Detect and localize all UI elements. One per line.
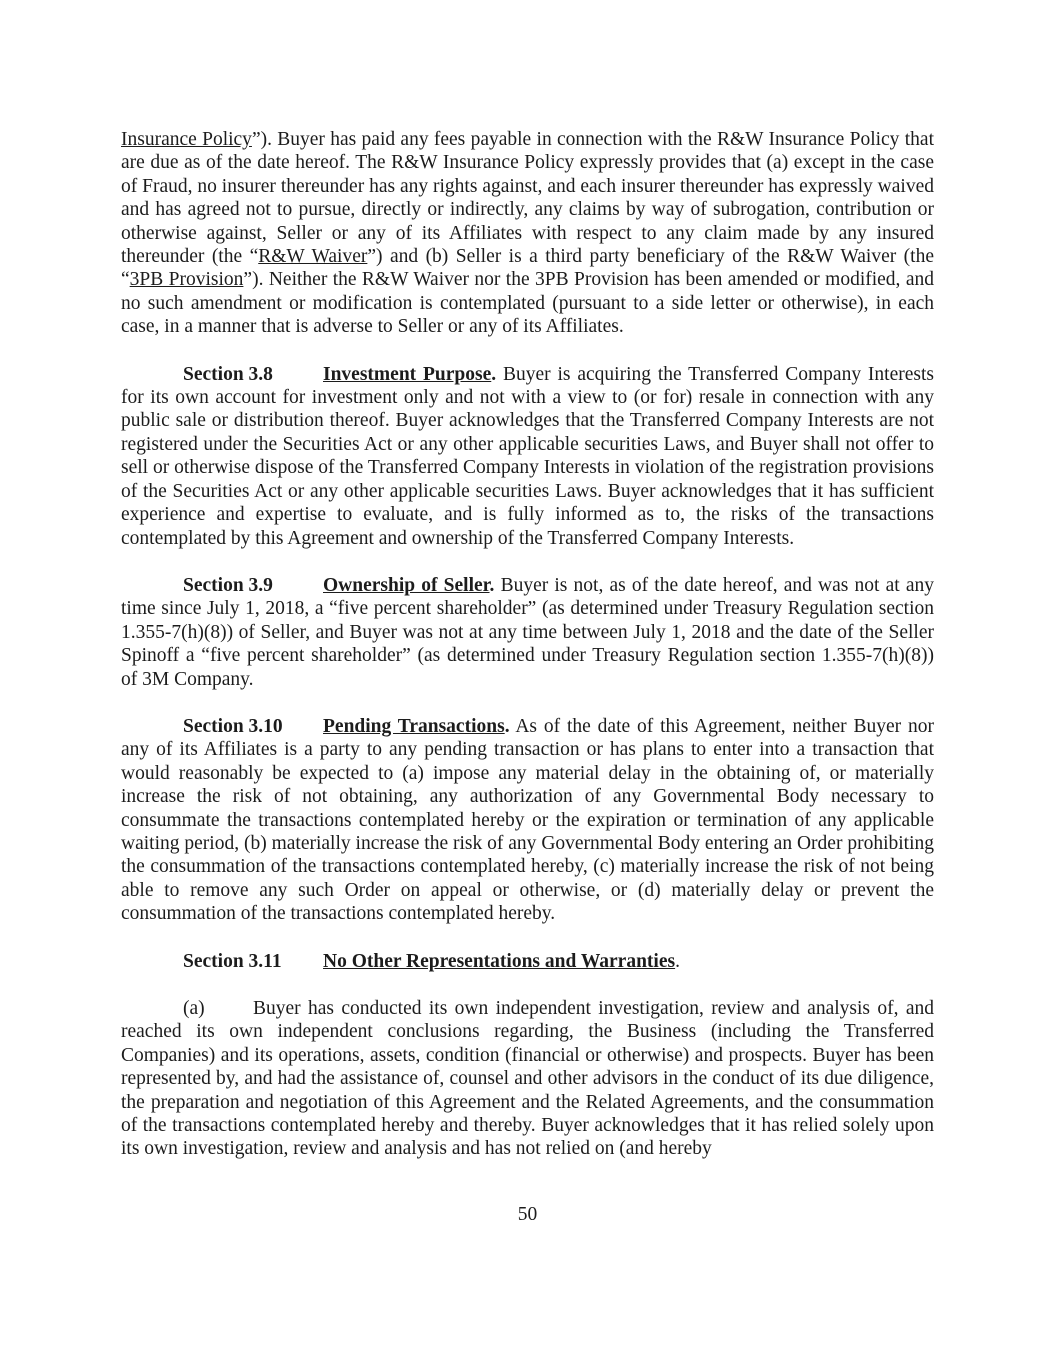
body-text: ”) and (b) Seller is a third party beneficiary of the R&W Waiver (the “ bbox=[121, 246, 934, 291]
section-title-period: . bbox=[489, 574, 495, 596]
section-number: Section 3.9 bbox=[183, 574, 273, 596]
body-text: ”). Buyer has paid any fees payable in connection with the R&W Insurance Policy that are due as of the date hereof. The R&W Insurance Policy expressly provides that (a) except in the case of Fraud, no insurer thereunder has any rights against, and each insurer thereunder has expressly waived and has agreed not to pursue, directly or indirectly, any claims by way of subrogation, contribution or otherwise against, Seller or any of its Affiliates with respect to any claim made by any insured thereunder (the “ bbox=[121, 129, 934, 268]
section-number: Section 3.8 bbox=[183, 363, 273, 385]
paragraph-3-11-a bbox=[121, 997, 934, 1161]
body-text: ”). Neither the R&W Waiver nor the 3PB Provision has been amended or modified, and no such amendment or modification is contemplated (pursuant to a side letter or otherwise), in each case, in a manner that is adverse to Seller or any of its Affiliates. bbox=[121, 269, 934, 338]
paragraph-insurance-policy bbox=[121, 128, 934, 339]
page-number: 50 bbox=[517, 1204, 538, 1225]
section-title: No Other Representations and Warranties bbox=[323, 950, 676, 972]
defined-term: Insurance Policy bbox=[121, 129, 252, 150]
section-title: Ownership of Seller bbox=[323, 574, 490, 596]
section-title-period: . bbox=[675, 950, 680, 972]
defined-term: R&W Waiver bbox=[258, 246, 368, 268]
section-title-period: . bbox=[504, 715, 510, 737]
paragraph-section-3-11 bbox=[121, 950, 934, 973]
section-number: Section 3.10 bbox=[183, 715, 283, 737]
body-text: Buyer is acquiring the Transferred Company Interests for its own account for investment only and not with a view to (or for) resale in connection with any public sale or distribution thereof. Buyer acknowledges that the Transferred Company Interests are not registered under the Securities Act or any other applicable securities Laws, and Buyer shall not offer to sell or otherwise dispose of the Transferred Company Interests in violation of the registration provisions of the Securities Act or any other applicable securities Laws. Buyer acknowledges that it has sufficient experience and expertise to evaluate, and is fully informed as to, the risks of the transactions contemplated by this Agreement and ownership of the Transferred Company Interests. bbox=[121, 363, 934, 549]
defined-term: 3PB Provision bbox=[129, 269, 244, 291]
section-title-period: . bbox=[491, 363, 497, 385]
document-body bbox=[121, 128, 934, 1161]
list-marker: (a) bbox=[183, 998, 205, 1019]
paragraph-section-3-9 bbox=[121, 574, 934, 691]
body-text: Buyer has conducted its own independent investigation, review and analysis of, and reached its own independent conclusions regarding, the Business (including the Transferred Companies) and its operations, assets, condition (financial or otherwise) and prospects. Buyer has been represented by, and had the assistance of, counsel and other advisors in the conduct of its due diligence, the preparation and negotiation of this Agreement and the Related Agreements, and the consummation of the transactions contemplated hereby and thereby. Buyer acknowledges that it has relied solely upon its own investigation, review and analysis and has not relied on (and hereby bbox=[121, 998, 934, 1160]
paragraph-section-3-8 bbox=[121, 363, 934, 550]
body-text: As of the date of this Agreement, neither Buyer nor any of its Affiliates is a party to any pending transaction or has plans to enter into a transaction that would reasonably be expected to (a) impose any material delay in the obtaining of, or materially increase the risk of not obtaining, any authorization of any Governmental Body necessary to consummate the transactions contemplated hereby or the expiration or termination of any applicable waiting period, (b) materially increase the risk of any Governmental Body entering an Order prohibiting the consummation of the transactions contemplated hereby, (c) materially increase the risk of not being able to remove any such Order on appeal or otherwise, or (d) materially delay or prevent the consummation of the transactions contemplated hereby. bbox=[121, 715, 934, 925]
body-text: Buyer is not, as of the date hereof, and was not at any time since July 1, 2018, a “five percent shareholder” (as determined under Treasury Regulation section 1.355-7(h)(8)) of Seller, and Buyer was not at any time between July 1, 2018 and the date of the Seller Spinoff a “five percent shareholder” (as determined under Treasury Regulation section 1.355-7(h)(8)) of 3M Company. bbox=[121, 574, 935, 690]
paragraph-section-3-10 bbox=[121, 715, 934, 926]
section-number: Section 3.11 bbox=[183, 950, 282, 972]
section-title: Investment Purpose bbox=[323, 363, 492, 385]
section-title: Pending Transactions bbox=[323, 715, 505, 737]
